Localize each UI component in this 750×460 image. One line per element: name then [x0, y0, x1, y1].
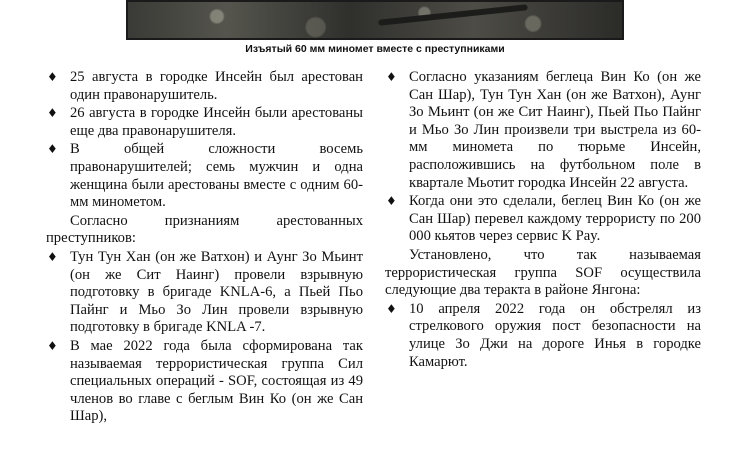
mortar-photo — [126, 0, 624, 40]
bullet-icon: ♦ — [47, 106, 58, 121]
list-item: ♦ Согласно указаниям беглеца Вин Ко (он же Сан Шар), Тун Тун Хан (он же Ватхон), Аунг Зо Мьинт (он же Сит Наинг), Пьей Пьо Пайнг и Мьо Зо Лин произвели три выстрела из 60-мм миномета по тюрьме Инсейн, расположившись на футбольном поле в квартале Мьотит городка Инсейн 22 августа. — [386, 69, 701, 191]
paragraph: Установлено, что так называемая террористическая группа SOF осуществила следующие два теракта в районе Янгона: — [385, 246, 701, 299]
bullet-icon: ♦ — [386, 70, 397, 84]
list-item: ♦ В мае 2022 года была сформирована так называемая террористическая группа Сил специальных операций - SOF, состоящая из 49 членов во главе с беглым Вин Ко (он же Сан Шар), — [47, 337, 363, 425]
photo-texture — [128, 2, 622, 38]
list-item: ♦ 26 августа в городке Инсейн были арестованы еще два правонарушителя. — [47, 105, 363, 139]
bullet-icon: ♦ — [47, 70, 58, 84]
right-column — [385, 69, 701, 372]
list-item: ♦ 25 августа в городке Инсейн был арестован один правонарушитель. — [47, 69, 363, 103]
bullet-icon: ♦ — [47, 249, 58, 264]
photo-caption: Изъятый 60 мм миномет вместе с преступниками — [245, 43, 505, 55]
bullet-icon: ♦ — [47, 142, 58, 157]
list-item: ♦ Когда они это сделали, беглец Вин Ко (он же Сан Шар) перевел каждому террористу по 200 000 кьятов через сервис K Pay. — [386, 193, 701, 245]
left-bullet-list-bottom — [46, 249, 363, 426]
list-item: ♦ 10 апреля 2022 года он обстрелял из стрелкового оружия пост безопасности на улице Зо Джи на дороге Инья в городке Камарют. — [386, 300, 701, 370]
list-item: ♦ Тун Тун Хан (он же Ватхон) и Аунг Зо Мьинт (он же Сит Наинг) провели взрывную подготовку в бригаде KNLA-6, а Пьей Пьо Пайнг и Мьо Зо Лин провели взрывную подготовку в бригаде KNLA -7. — [47, 248, 363, 336]
paragraph: Согласно признаниям арестованных преступников: — [46, 212, 363, 247]
left-bullet-list-top — [46, 69, 363, 212]
left-column — [46, 69, 363, 427]
bullet-icon: ♦ — [386, 194, 397, 209]
bullet-icon: ♦ — [47, 338, 58, 353]
bullet-icon: ♦ — [386, 301, 397, 316]
list-item: ♦ В общей сложности восемь правонарушителей; семь мужчин и одна женщина были арестованы вместе с одним 60-мм минометом. — [47, 141, 363, 211]
right-bullet-list-bottom — [385, 301, 701, 371]
right-bullet-list-top — [385, 69, 701, 246]
